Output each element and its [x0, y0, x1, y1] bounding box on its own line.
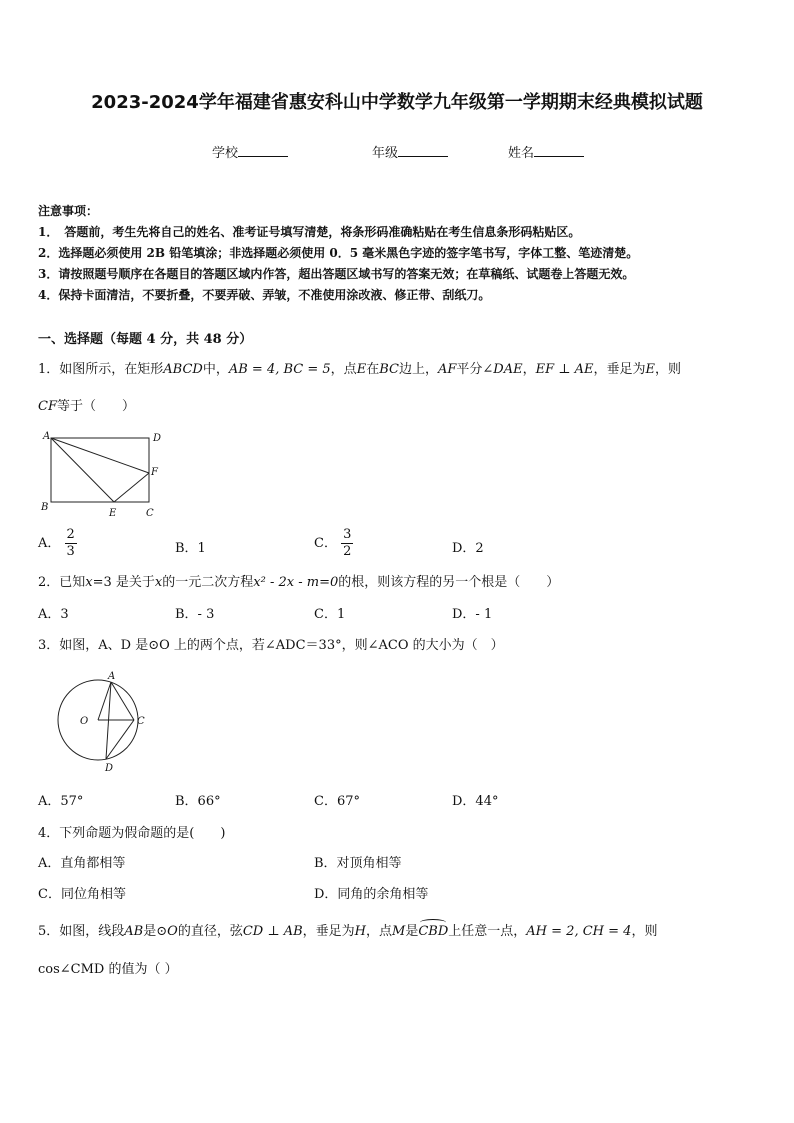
q1-text: 在	[366, 362, 380, 377]
segment-ef	[114, 473, 149, 502]
notice-heading: 注意事项：	[38, 204, 99, 218]
q1-math: AF	[437, 362, 457, 377]
q4-option-d[interactable]: D．同角的余角相等	[314, 887, 429, 902]
q1-math: EF ⊥ AE	[535, 362, 594, 377]
q3-option-c[interactable]: C．67°	[314, 794, 360, 809]
school-field	[212, 142, 288, 161]
label-c: C	[146, 508, 154, 519]
q1-math: AB = 4, BC = 5	[228, 362, 331, 377]
q1-math: E	[645, 362, 656, 377]
grade-blank	[398, 144, 448, 157]
q5-arc	[418, 924, 448, 939]
question-1-line1	[38, 358, 681, 377]
q1-text: 1．如图所示，在矩形	[38, 362, 164, 377]
question-2	[38, 571, 559, 590]
q5-text: ，垂足为	[302, 924, 355, 939]
option-label: C．	[314, 536, 337, 551]
q5-text: 上任意一点，	[448, 924, 527, 939]
q1-option-d[interactable]: D．2	[452, 541, 484, 556]
q2-option-c[interactable]: C．1	[314, 607, 346, 622]
label-d: D	[153, 433, 162, 444]
school-blank	[238, 144, 288, 157]
circle-figure	[50, 668, 160, 778]
q2-math: x	[154, 575, 163, 590]
q5-text: 的直径，弦	[177, 924, 243, 939]
q1-option-b[interactable]: B．1	[175, 541, 206, 556]
rect-abcd	[51, 438, 149, 502]
label-a: A	[108, 671, 116, 682]
q5-text: 是	[405, 924, 419, 939]
q1-text: 边上，	[398, 362, 438, 377]
q1-math: ∠DAE	[482, 362, 523, 377]
q1-text: 等于（ ）	[56, 399, 135, 414]
numerator: 2	[66, 527, 75, 542]
segment-af	[51, 438, 149, 473]
q4-option-a[interactable]: A．直角都相等	[38, 856, 126, 871]
q5-math: CD ⊥ AB	[242, 924, 303, 939]
label-e: E	[109, 508, 117, 519]
q5-text: 是⊙	[143, 924, 168, 939]
q4-option-c[interactable]: C．同位角相等	[38, 887, 126, 902]
label-o: O	[80, 716, 89, 727]
q1-math: E	[356, 362, 367, 377]
notice-item: 2．选择题必须使用 2B 铅笔填涂；非选择题必须使用 0．5 毫米黑色字迹的签字笔书写，字体工整、笔迹清楚。	[38, 246, 639, 260]
notice-block	[38, 201, 638, 306]
q5-math: AH = 2, CH = 4	[526, 924, 632, 939]
question-5-line1	[38, 920, 657, 939]
q5-math: O	[167, 924, 178, 939]
q2-text: 2．已知	[38, 575, 86, 590]
q5-text: ，则	[631, 924, 658, 939]
q3-option-a[interactable]: A．57°	[38, 794, 84, 809]
q1-text: 平分	[456, 362, 483, 377]
denominator: 2	[343, 544, 352, 559]
q1-text: ，点	[330, 362, 357, 377]
q2-option-d[interactable]: D．- 1	[452, 607, 493, 622]
q1-text: ，则	[655, 362, 682, 377]
q1-math: CF	[38, 399, 57, 414]
q2-text: =3 是关于	[92, 575, 155, 590]
fraction	[341, 527, 353, 560]
q3-option-d[interactable]: D．44°	[452, 794, 499, 809]
label-c: C	[137, 716, 145, 727]
q1-math: ABCD	[163, 362, 203, 377]
grade-field	[372, 142, 448, 161]
name-blank	[534, 144, 584, 157]
notice-item: 4．保持卡面清洁，不要折叠，不要弄破、弄皱，不准使用涂改液、修正带、刮纸刀。	[38, 288, 491, 302]
rectangle-figure	[38, 428, 168, 520]
label-f: F	[151, 467, 158, 478]
q4-option-b[interactable]: B．对顶角相等	[314, 856, 402, 871]
label-b: B	[41, 502, 49, 513]
section-heading: 一、选择题（每题 4 分，共 48 分）	[38, 332, 253, 347]
segment-ae	[51, 438, 114, 502]
question-3: 3．如图，A、D 是⊙O 上的两个点，若∠ADC＝33°，则∠ACO 的大小为（ ）	[38, 638, 504, 653]
q1-option-c[interactable]	[314, 527, 353, 560]
option-label: A．	[38, 536, 61, 551]
q1-text: ，	[522, 362, 536, 377]
fraction	[65, 527, 77, 560]
numerator: 3	[343, 527, 352, 542]
q1-text: 中，	[202, 362, 229, 377]
grade-label: 年级	[372, 146, 399, 161]
q5-math: CBD	[418, 924, 449, 939]
segment-ac	[111, 682, 134, 720]
q5-math: H	[354, 924, 366, 939]
q5-math: AB	[124, 924, 144, 939]
name-label: 姓名	[508, 146, 535, 161]
q5-text: 5．如图，线段	[38, 924, 125, 939]
name-field	[508, 142, 584, 161]
arc-mark	[420, 919, 446, 926]
label-d: D	[105, 763, 114, 774]
q2-option-a[interactable]: A．3	[38, 607, 69, 622]
q5-math: M	[392, 924, 406, 939]
denominator: 3	[66, 544, 75, 559]
q3-option-b[interactable]: B．66°	[175, 794, 221, 809]
q2-text: 的根，则该方程的另一个根是（ ）	[338, 575, 560, 590]
label-a: A	[43, 431, 51, 442]
exam-title: 2023-2024学年福建省惠安科山中学数学九年级第一学期期末经典模拟试题	[91, 92, 703, 113]
question-1-line2	[38, 395, 135, 414]
q1-text: ，垂足为	[593, 362, 646, 377]
q2-text: 的一元二次方程	[162, 575, 254, 590]
notice-item: 3．请按照题号顺序在各题目的答题区域内作答，超出答题区域书写的答案无效；在草稿纸、试题卷上答题无效。	[38, 267, 635, 281]
q2-math: x	[85, 575, 93, 590]
question-4: 4．下列命题为假命题的是( )	[38, 826, 226, 841]
q2-math: x² - 2x - m=0	[253, 575, 339, 590]
question-5-line2: cos∠CMD 的值为（ ）	[38, 962, 178, 977]
q1-option-a[interactable]	[38, 527, 77, 560]
q2-option-b[interactable]: B．- 3	[175, 607, 215, 622]
notice-item: 1． 答题前，考生先将自己的姓名、准考证号填写清楚，将条形码准确粘贴在考生信息条形码粘贴区。	[38, 225, 581, 239]
q1-math: BC	[379, 362, 399, 377]
q5-text: ，点	[366, 924, 393, 939]
school-label: 学校	[212, 146, 239, 161]
